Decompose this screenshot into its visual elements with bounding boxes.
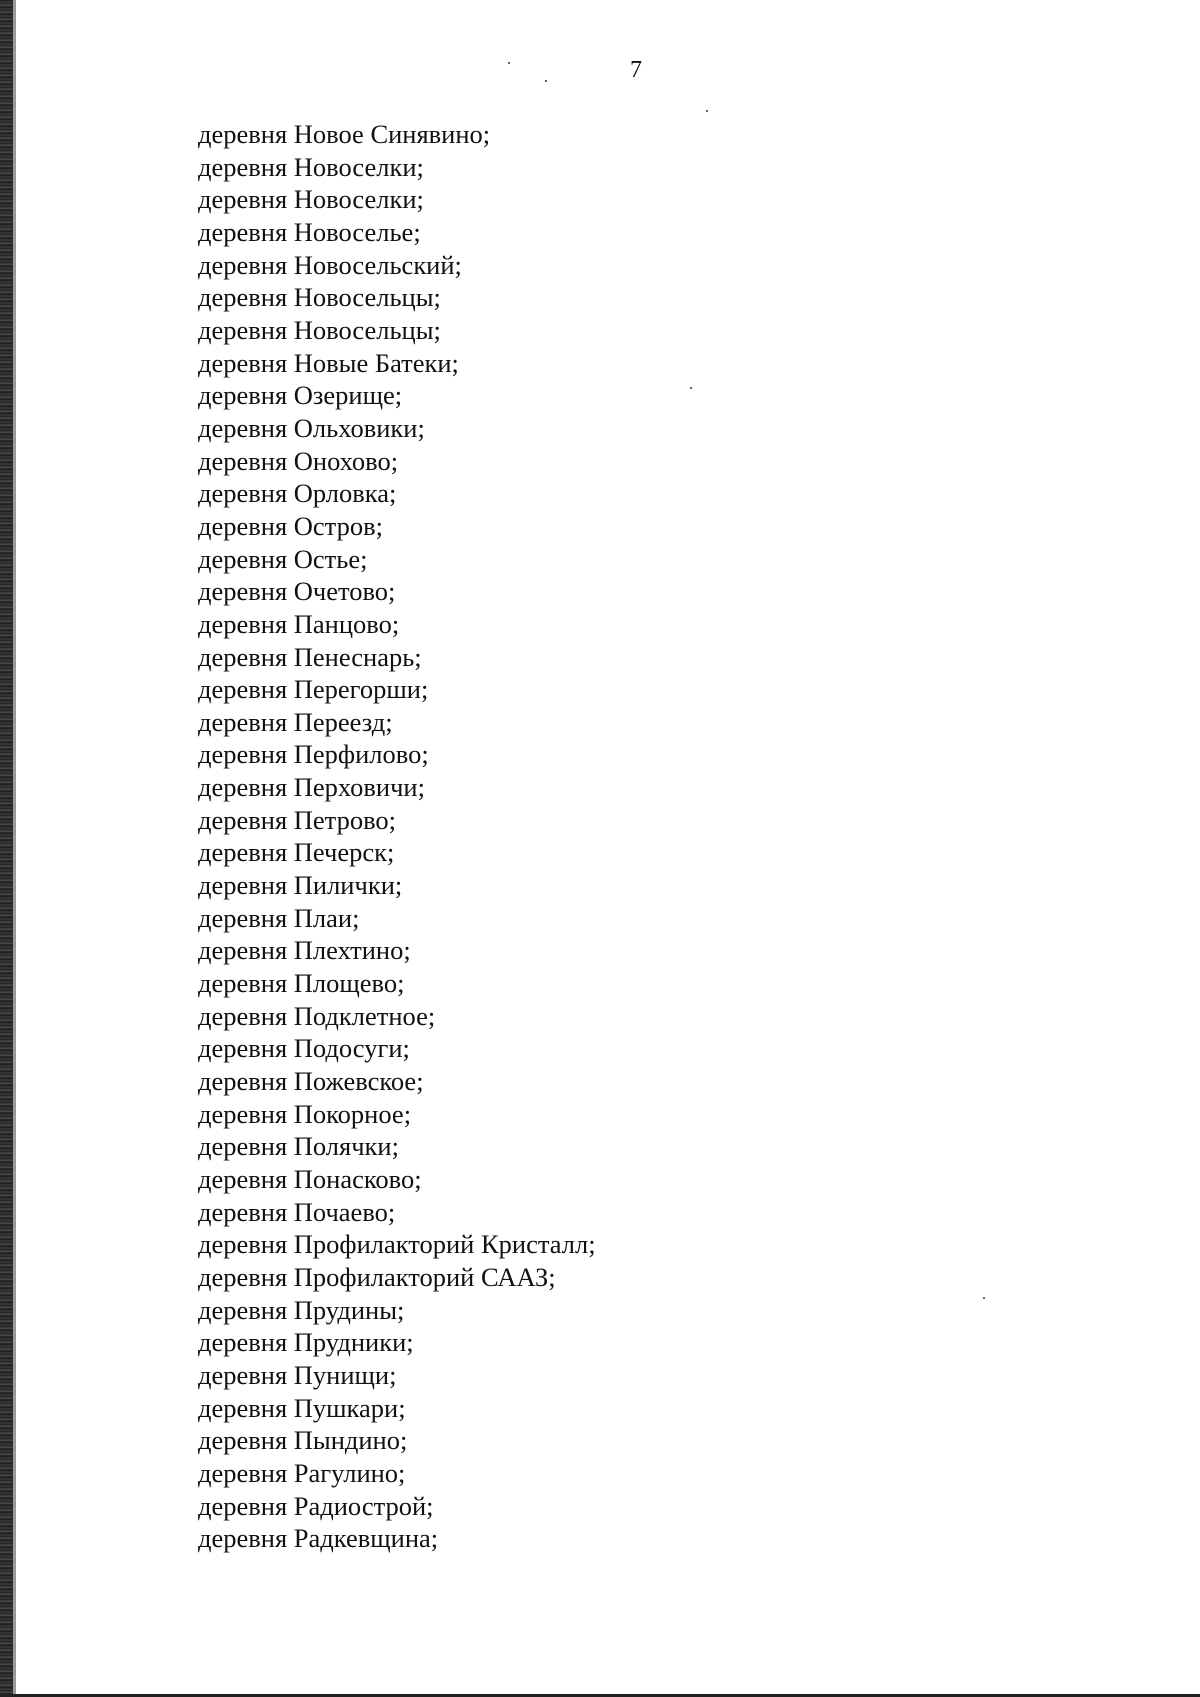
list-item: деревня Очетово; (198, 576, 396, 607)
list-item: деревня Перегорши; (198, 674, 429, 705)
list-item: деревня Остье; (198, 543, 368, 574)
list-item: деревня Пушкари; (198, 1392, 406, 1423)
list-item: деревня Новые Батеки; (198, 347, 459, 378)
list-item: деревня Профилакторий Кристалл; (198, 1229, 596, 1260)
list-item: деревня Радиострой; (198, 1490, 434, 1521)
list-item: деревня Ольховики; (198, 412, 425, 443)
list-item: деревня Петрово; (198, 804, 397, 835)
list-item: деревня Полячки; (198, 1131, 399, 1162)
list-item: деревня Профилакторий СААЗ; (198, 1261, 556, 1292)
list-item: деревня Новоселье; (198, 216, 421, 247)
list-item: деревня Панцово; (198, 608, 400, 639)
scan-speck (545, 80, 547, 82)
list-item: деревня Новосельцы; (198, 282, 441, 313)
list-item: деревня Новоселки; (198, 184, 424, 215)
list-item: деревня Подосуги; (198, 1033, 410, 1064)
list-item: деревня Пенеснарь; (198, 641, 422, 672)
list-item: деревня Онохово; (198, 445, 399, 476)
list-item: деревня Рагулино; (198, 1457, 406, 1488)
scan-left-edge (0, 0, 13, 1697)
settlement-list (198, 118, 596, 1555)
list-item: деревня Озерище; (198, 380, 403, 411)
list-item: деревня Площево; (198, 968, 405, 999)
scan-speck (690, 387, 692, 389)
list-item: деревня Плаи; (198, 902, 360, 933)
scan-speck (508, 62, 510, 64)
list-item: деревня Подклетное; (198, 1000, 436, 1031)
list-item: деревня Новосельский; (198, 249, 462, 280)
list-item: деревня Плехтино; (198, 935, 411, 966)
list-item: деревня Почаево; (198, 1196, 396, 1227)
list-item: деревня Пилички; (198, 870, 403, 901)
list-item: деревня Прудины; (198, 1294, 405, 1325)
list-item: деревня Пожевское; (198, 1066, 424, 1097)
list-item: деревня Пунищи; (198, 1359, 397, 1390)
scan-left-edge-shadow (13, 0, 16, 1697)
list-item: деревня Новосельцы; (198, 314, 441, 345)
scan-speck (706, 110, 708, 112)
scan-speck (983, 1297, 985, 1299)
list-item: деревня Прудники; (198, 1327, 414, 1358)
list-item: деревня Орловка; (198, 478, 397, 509)
list-item: деревня Понасково; (198, 1164, 422, 1194)
list-item: деревня Новоселки; (198, 151, 424, 182)
list-item: деревня Пындино; (198, 1425, 408, 1456)
list-item: деревня Переезд; (198, 706, 393, 737)
list-item: деревня Радкевщина; (198, 1523, 439, 1554)
page-number: 7 (630, 57, 642, 83)
list-item: деревня Печерск; (198, 837, 395, 868)
list-item: деревня Остров; (198, 510, 383, 541)
list-item: деревня Новое Синявино; (198, 119, 491, 149)
list-item: деревня Перфилово; (198, 739, 429, 770)
list-item: деревня Покорное; (198, 1098, 412, 1129)
list-item: деревня Перховичи; (198, 772, 425, 803)
